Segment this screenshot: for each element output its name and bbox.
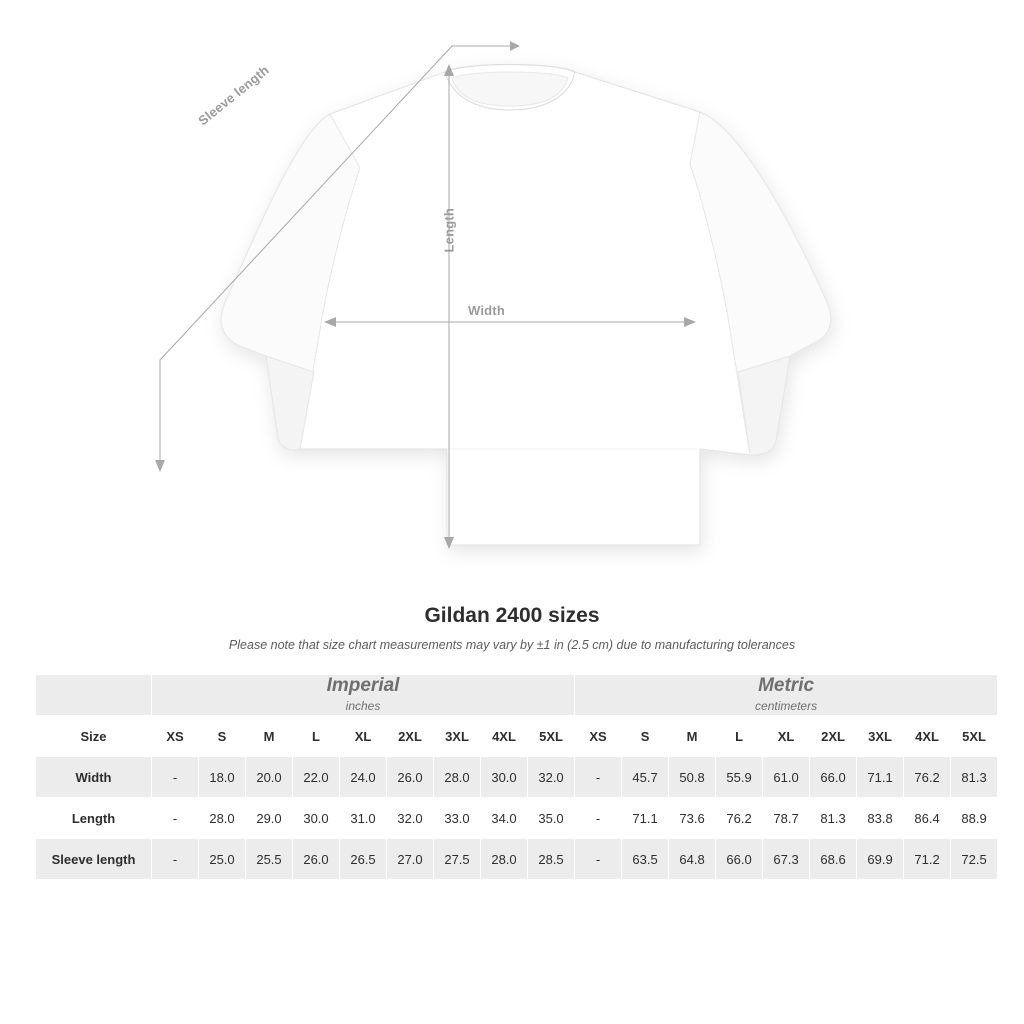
sleeve-imperial-m: 25.5 bbox=[246, 839, 293, 880]
width-metric-xs: - bbox=[575, 757, 622, 798]
sleeve-metric-4xl: 71.2 bbox=[904, 839, 951, 880]
width-imperial-m: 20.0 bbox=[246, 757, 293, 798]
width-metric-3xl: 71.1 bbox=[857, 757, 904, 798]
sleeve-metric-xs: - bbox=[575, 839, 622, 880]
page-title: Gildan 2400 sizes bbox=[424, 604, 600, 627]
width-imperial-2xl: 26.0 bbox=[387, 757, 434, 798]
width-metric-5xl: 81.3 bbox=[951, 757, 998, 798]
length-imperial-l: 30.0 bbox=[293, 798, 340, 839]
row-label-width: Width bbox=[36, 757, 152, 798]
row-label-length: Length bbox=[36, 798, 152, 839]
length-label: Length bbox=[441, 207, 457, 253]
shirt-shape bbox=[221, 65, 831, 546]
size-header-imperial-s: S bbox=[199, 716, 246, 757]
size-header-imperial-l: L bbox=[293, 716, 340, 757]
sleeve-length-label: Sleeve length bbox=[195, 62, 272, 129]
sleeve-imperial-3xl: 27.5 bbox=[434, 839, 481, 880]
table-corner-cell bbox=[36, 675, 152, 716]
tolerance-note: Please note that size chart measurements may vary by ±1 in (2.5 cm) due to manufacturing tolerances bbox=[228, 638, 796, 652]
size-header-metric-2xl: 2XL bbox=[810, 716, 857, 757]
imperial-unit-sub: inches bbox=[345, 698, 381, 713]
length-metric-m: 73.6 bbox=[669, 798, 716, 839]
size-header-metric-3xl: 3XL bbox=[857, 716, 904, 757]
sleeve-imperial-5xl: 28.5 bbox=[528, 839, 575, 880]
length-imperial-xs: - bbox=[152, 798, 199, 839]
table-row bbox=[36, 757, 998, 798]
title-block bbox=[0, 604, 1024, 652]
width-metric-4xl: 76.2 bbox=[904, 757, 951, 798]
sleeve-imperial-2xl: 27.0 bbox=[387, 839, 434, 880]
sleeve-imperial-xl: 26.5 bbox=[340, 839, 387, 880]
length-metric-3xl: 83.8 bbox=[857, 798, 904, 839]
size-header-metric-m: M bbox=[669, 716, 716, 757]
sleeve-metric-3xl: 69.9 bbox=[857, 839, 904, 880]
size-header-imperial-2xl: 2XL bbox=[387, 716, 434, 757]
sleeve-metric-xl: 67.3 bbox=[763, 839, 810, 880]
table-row bbox=[36, 839, 998, 880]
width-imperial-l: 22.0 bbox=[293, 757, 340, 798]
size-header-row bbox=[36, 716, 998, 757]
width-imperial-4xl: 30.0 bbox=[481, 757, 528, 798]
size-label-cell: Size bbox=[36, 716, 152, 757]
length-metric-4xl: 86.4 bbox=[904, 798, 951, 839]
width-imperial-xs: - bbox=[152, 757, 199, 798]
size-header-metric-xl: XL bbox=[763, 716, 810, 757]
size-header-metric-5xl: 5XL bbox=[951, 716, 998, 757]
width-imperial-3xl: 28.0 bbox=[434, 757, 481, 798]
metric-unit-name: Metric bbox=[758, 675, 815, 697]
sleeve-metric-l: 66.0 bbox=[716, 839, 763, 880]
sleeve-imperial-s: 25.0 bbox=[199, 839, 246, 880]
table-row bbox=[36, 798, 998, 839]
size-header-metric-4xl: 4XL bbox=[904, 716, 951, 757]
width-metric-2xl: 66.0 bbox=[810, 757, 857, 798]
sleeve-metric-s: 63.5 bbox=[622, 839, 669, 880]
size-header-imperial-4xl: 4XL bbox=[481, 716, 528, 757]
metric-unit-sub: centimeters bbox=[755, 698, 818, 713]
sleeve-metric-2xl: 68.6 bbox=[810, 839, 857, 880]
size-header-imperial-5xl: 5XL bbox=[528, 716, 575, 757]
length-metric-5xl: 88.9 bbox=[951, 798, 998, 839]
length-metric-s: 71.1 bbox=[622, 798, 669, 839]
size-header-imperial-xs: XS bbox=[152, 716, 199, 757]
length-imperial-3xl: 33.0 bbox=[434, 798, 481, 839]
length-imperial-4xl: 34.0 bbox=[481, 798, 528, 839]
sleeve-imperial-xs: - bbox=[152, 839, 199, 880]
width-imperial-s: 18.0 bbox=[199, 757, 246, 798]
metric-header-cell bbox=[575, 675, 998, 716]
unit-header-row bbox=[36, 675, 998, 716]
width-imperial-5xl: 32.0 bbox=[528, 757, 575, 798]
sleeve-metric-m: 64.8 bbox=[669, 839, 716, 880]
imperial-unit-name: Imperial bbox=[326, 675, 400, 697]
size-header-metric-l: L bbox=[716, 716, 763, 757]
size-chart-table bbox=[35, 674, 998, 880]
width-metric-l: 55.9 bbox=[716, 757, 763, 798]
length-imperial-xl: 31.0 bbox=[340, 798, 387, 839]
size-header-metric-s: S bbox=[622, 716, 669, 757]
imperial-header-cell bbox=[152, 675, 575, 716]
length-imperial-2xl: 32.0 bbox=[387, 798, 434, 839]
length-metric-l: 76.2 bbox=[716, 798, 763, 839]
width-imperial-xl: 24.0 bbox=[340, 757, 387, 798]
sleeve-metric-5xl: 72.5 bbox=[951, 839, 998, 880]
width-metric-s: 45.7 bbox=[622, 757, 669, 798]
size-header-imperial-xl: XL bbox=[340, 716, 387, 757]
length-imperial-5xl: 35.0 bbox=[528, 798, 575, 839]
row-label-sleeve-length: Sleeve length bbox=[36, 839, 152, 880]
length-metric-xs: - bbox=[575, 798, 622, 839]
size-header-metric-xs: XS bbox=[575, 716, 622, 757]
size-header-imperial-m: M bbox=[246, 716, 293, 757]
length-imperial-m: 29.0 bbox=[246, 798, 293, 839]
length-imperial-s: 28.0 bbox=[199, 798, 246, 839]
length-metric-xl: 78.7 bbox=[763, 798, 810, 839]
width-metric-xl: 61.0 bbox=[763, 757, 810, 798]
size-header-imperial-3xl: 3XL bbox=[434, 716, 481, 757]
sleeve-imperial-l: 26.0 bbox=[293, 839, 340, 880]
size-chart-table-wrapper bbox=[35, 674, 989, 880]
sleeve-imperial-4xl: 28.0 bbox=[481, 839, 528, 880]
length-metric-2xl: 81.3 bbox=[810, 798, 857, 839]
width-metric-m: 50.8 bbox=[669, 757, 716, 798]
width-label: Width bbox=[468, 303, 505, 318]
